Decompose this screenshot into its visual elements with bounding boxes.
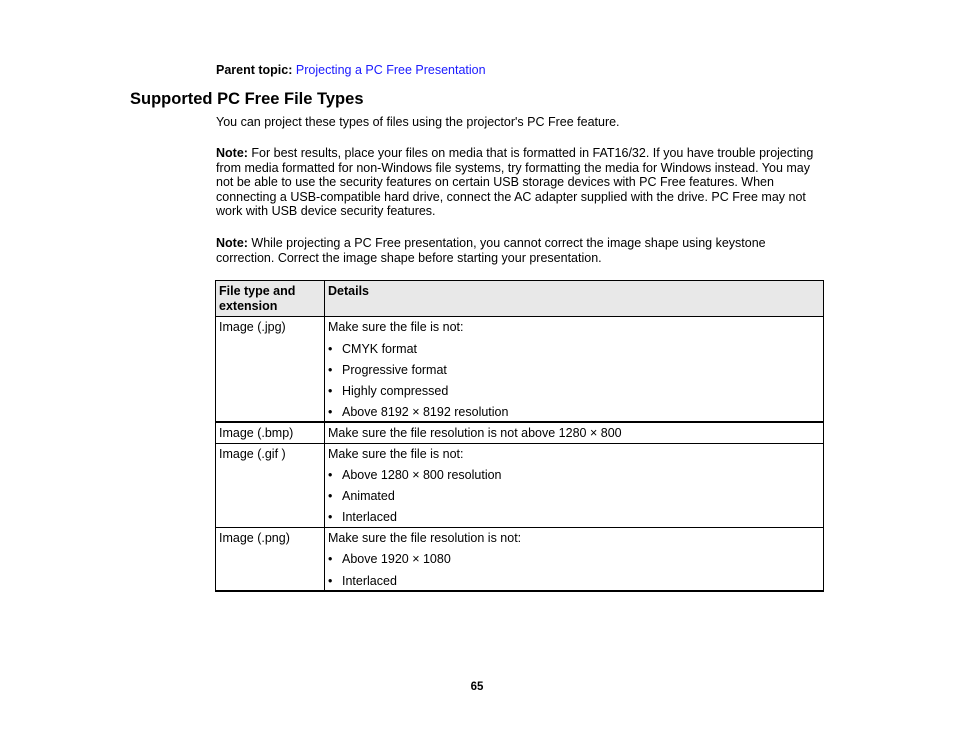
list-item: • Highly compressed	[328, 384, 820, 399]
file-types-table	[215, 280, 824, 592]
details-lead: Make sure the file is not:	[328, 446, 464, 461]
list-item: • CMYK format	[328, 342, 820, 357]
list-item: • Above 1920 × 1080	[328, 552, 820, 567]
header-details: Details	[325, 281, 824, 317]
note-label: Note:	[216, 146, 248, 160]
page-number: 65	[470, 681, 484, 693]
table-row-gif	[216, 443, 824, 527]
note-text: While projecting a PC Free presentation, you cannot correct the image shape using keystone correction. Correct the image shape before starting your presentation.	[216, 236, 766, 265]
note-label: Note:	[216, 236, 248, 250]
note-text: For best results, place your files on media that is formatted in FAT16/32. If you have trouble projecting from media formatted for non-Windows file systems, try formatting the media for Windows instead. You may not be able to use the security features on certain USB storage devices with PC Free features. When connecting a USB-compatible hard drive, connect the AC adapter supplied with the drive. PC Free may not work with USB device security features.	[216, 146, 814, 219]
details-lead: Make sure the file is not:	[328, 320, 464, 334]
parent-topic	[216, 62, 486, 78]
details-cell	[325, 443, 824, 527]
table-header-row	[216, 281, 824, 317]
details-cell	[325, 527, 824, 591]
parent-topic-label: Parent topic:	[216, 63, 293, 77]
note-keystone	[216, 236, 816, 265]
intro-paragraph: You can project these types of files using the projector's PC Free feature.	[216, 115, 620, 129]
parent-topic-link[interactable]: Projecting a PC Free Presentation	[295, 63, 486, 77]
list-item: • Animated	[328, 489, 820, 504]
header-file-type: File type and extension	[216, 281, 325, 317]
list-item: • Progressive format	[328, 363, 820, 378]
details-lead: Make sure the file resolution is not above 1280 × 800	[328, 426, 622, 441]
table-row-jpg	[216, 317, 824, 423]
table-row-bmp	[216, 422, 824, 443]
page-title: Supported PC Free File Types	[130, 90, 364, 108]
list-item: • Above 8192 × 8192 resolution	[328, 405, 820, 420]
details-cell	[325, 317, 824, 423]
details-list	[328, 468, 820, 525]
details-cell	[325, 422, 824, 443]
details-list	[328, 342, 820, 420]
list-item: • Interlaced	[328, 510, 820, 525]
file-type-cell: Image (.bmp)	[216, 422, 325, 443]
details-lead: Make sure the file resolution is not:	[328, 530, 522, 545]
file-type-cell: Image (.png)	[216, 527, 325, 591]
table-row-png	[216, 527, 824, 591]
file-type-cell: Image (.jpg)	[216, 317, 325, 423]
list-item: • Interlaced	[328, 574, 820, 589]
note-formatting	[216, 146, 816, 219]
file-type-cell: Image (.gif )	[216, 443, 325, 527]
list-item: • Above 1280 × 800 resolution	[328, 468, 820, 483]
details-list	[328, 552, 820, 588]
